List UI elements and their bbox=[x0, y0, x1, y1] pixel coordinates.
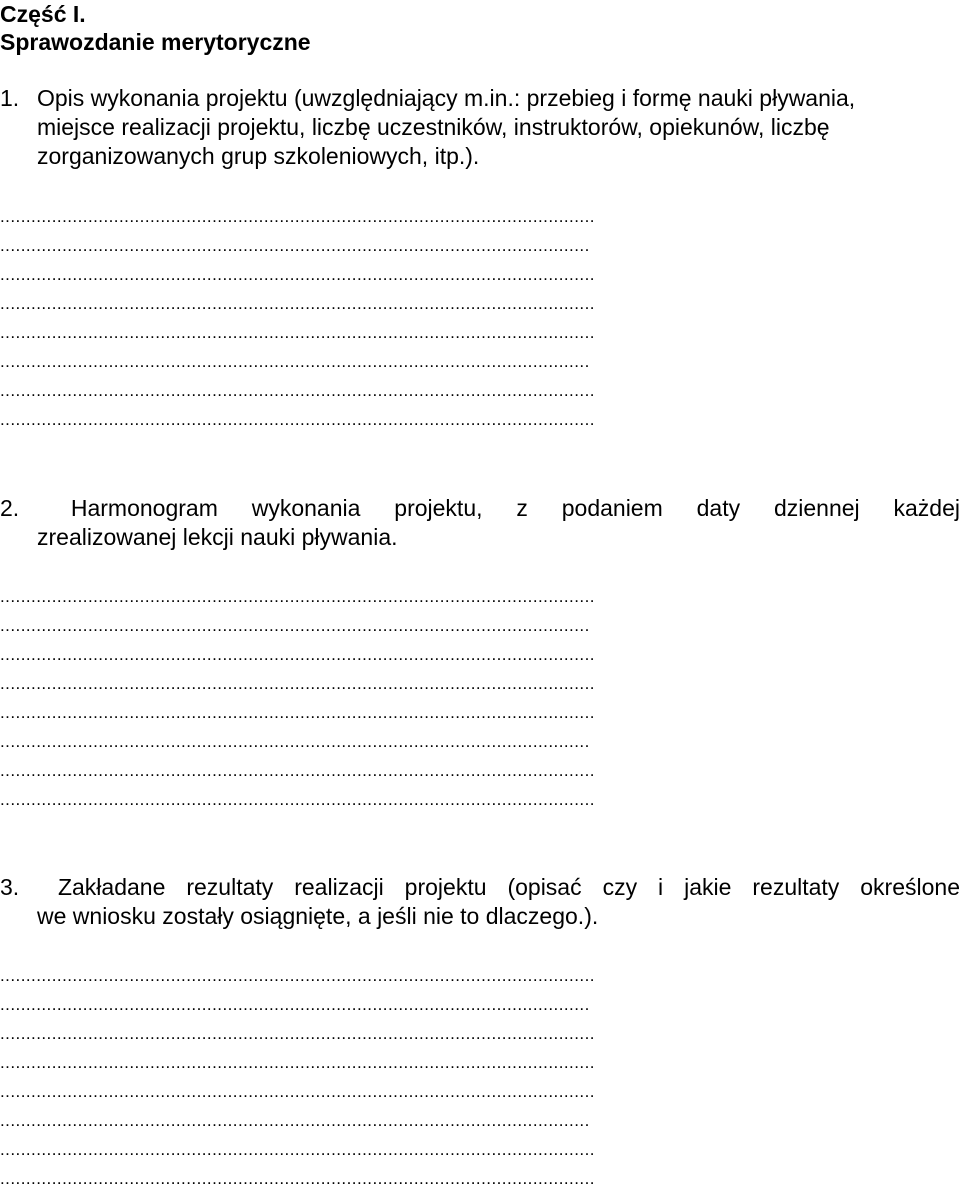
section-3-question bbox=[0, 873, 960, 931]
answer-line[interactable]: .................................................................................................................. bbox=[0, 616, 590, 635]
section-1-line-3 bbox=[0, 142, 960, 171]
section-3-line-2 bbox=[0, 902, 960, 931]
answer-line[interactable]: .................................................................................................................. bbox=[0, 1111, 590, 1130]
answer-line[interactable]: ................................................................................................................... bbox=[0, 674, 595, 693]
section-1-text-line-3: zorganizowanych grup szkoleniowych, itp.). bbox=[37, 143, 480, 169]
answer-line[interactable]: .................................................................................................................. bbox=[0, 236, 590, 255]
section-1-text-line-2: miejsce realizacji projektu, liczbę uczestników, instruktorów, opiekunów, liczbę bbox=[37, 114, 830, 140]
report-title: Sprawozdanie merytoryczne bbox=[0, 29, 311, 55]
answer-line[interactable]: .................................................................................................................. bbox=[0, 352, 590, 371]
answer-line[interactable]: ................................................................................................................... bbox=[0, 207, 595, 226]
section-3-answer-area[interactable] bbox=[0, 961, 934, 1193]
answer-line[interactable]: ................................................................................................................... bbox=[0, 1053, 595, 1072]
answer-line[interactable]: ................................................................................................................... bbox=[0, 587, 595, 606]
section-1-answer-area[interactable] bbox=[0, 202, 934, 434]
answer-line[interactable]: ................................................................................................................... bbox=[0, 265, 595, 284]
section-2-question bbox=[0, 494, 960, 552]
answer-line[interactable]: ................................................................................................................... bbox=[0, 1024, 595, 1043]
part-title: Część I. bbox=[0, 1, 86, 27]
answer-line[interactable]: .................................................................................................................. bbox=[0, 995, 590, 1014]
section-2-text-line-1: Harmonogram wykonania projektu, z podaniem daty dziennej każdej bbox=[70, 495, 960, 521]
section-3-text-line-2: we wniosku zostały osiągnięte, a jeśli nie to dlaczego.). bbox=[37, 903, 599, 929]
section-2-number: 2. bbox=[0, 495, 20, 521]
section-3-text-line-1: Zakładane rezultaty realizacji projektu (opisać czy i jakie rezultaty określone bbox=[57, 874, 960, 900]
section-3-number: 3. bbox=[0, 874, 20, 900]
section-1-line-1 bbox=[0, 84, 960, 113]
section-2-line-1 bbox=[0, 494, 960, 523]
section-3-line-1 bbox=[0, 873, 960, 902]
answer-line[interactable]: ................................................................................................................... bbox=[0, 1169, 595, 1188]
answer-line[interactable]: ................................................................................................................... bbox=[0, 790, 595, 809]
section-2-text-line-2: zrealizowanej lekcji nauki pływania. bbox=[37, 524, 398, 550]
answer-line[interactable]: ................................................................................................................... bbox=[0, 410, 595, 429]
section-2-answer-area[interactable] bbox=[0, 582, 934, 814]
answer-line[interactable]: ................................................................................................................... bbox=[0, 761, 595, 780]
answer-line[interactable]: ................................................................................................................... bbox=[0, 966, 595, 985]
section-1-number: 1. bbox=[0, 85, 20, 111]
answer-line[interactable]: .................................................................................................................. bbox=[0, 732, 590, 751]
answer-line[interactable]: ................................................................................................................... bbox=[0, 381, 595, 400]
section-1-question bbox=[0, 84, 960, 171]
answer-line[interactable]: ................................................................................................................... bbox=[0, 1082, 595, 1101]
section-1-line-2 bbox=[0, 113, 960, 142]
section-1-text-line-1: Opis wykonania projektu (uwzględniający m.in.: przebieg i formę nauki pływania, bbox=[37, 85, 856, 111]
section-2-line-2 bbox=[0, 523, 960, 552]
answer-line[interactable]: ................................................................................................................... bbox=[0, 323, 595, 342]
answer-line[interactable]: ................................................................................................................... bbox=[0, 703, 595, 722]
answer-line[interactable]: ................................................................................................................... bbox=[0, 1140, 595, 1159]
answer-line[interactable]: ................................................................................................................... bbox=[0, 645, 595, 664]
answer-line[interactable]: ................................................................................................................... bbox=[0, 294, 595, 313]
